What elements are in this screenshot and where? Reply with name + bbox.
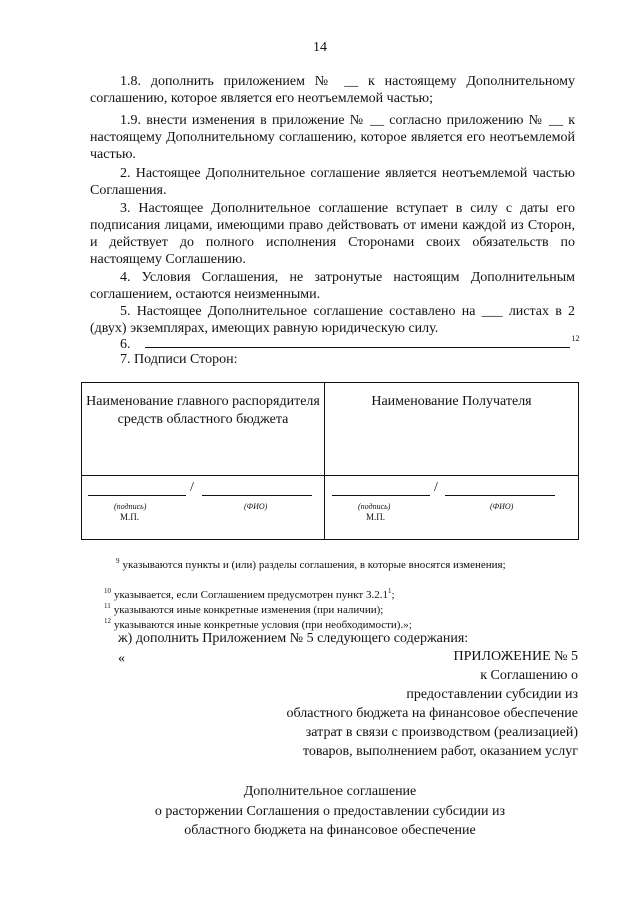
- footnote-12-number: 12: [104, 617, 111, 625]
- footnote-9: [104, 554, 574, 572]
- paragraph-5: 5. Настоящее Дополнительное соглашение составлено на ___ листах в 2 (двух) экземплярах, имеющих равную юридическую силу.: [90, 304, 575, 336]
- right-stamp-label: М.П.: [366, 512, 386, 522]
- right-name-line: [445, 495, 555, 496]
- paragraph-1-8: 1.8. дополнить приложением № __ к настоящему Дополнительному соглашению, которое является его неотъемлемой частью;: [90, 74, 575, 106]
- heading-line-3: областного бюджета на финансовое обеспечение: [184, 823, 476, 838]
- footnote-11-text: указываются иные конкретные изменения (при наличии);: [113, 604, 384, 616]
- footnote-10-superscript: 1: [387, 587, 392, 595]
- table-divider-horizontal: [82, 475, 578, 476]
- left-signature-line: [88, 495, 186, 496]
- paragraph-1-9: 1.9. внести изменения в приложение № __ согласно приложению № __ к настоящему Дополнительному соглашению, которое является его неотъемлемой частью.: [90, 113, 575, 162]
- paragraph-4: 4. Условия Соглашения, не затронутые настоящим Дополнительным соглашением, остаются неизменными.: [90, 270, 575, 302]
- footnote-12-text: указываются иные конкретные условия (при необходимости).»;: [114, 619, 412, 631]
- heading-line-1: Дополнительное соглашение: [243, 784, 417, 799]
- heading-line-2: о расторжении Соглашения о предоставлении субсидии из: [154, 804, 506, 819]
- right-signature-caption: (подпись): [358, 502, 391, 511]
- footnote-9-text: указываются пункты и (или) разделы соглашения, в которые вносятся изменения;: [122, 559, 506, 571]
- appendix-line-5: товаров, выполнением работ, оказанием услуг: [302, 744, 578, 759]
- footnote-10-tail: ;: [391, 589, 395, 601]
- left-party-header: Наименование главного распорядителя средств областного бюджета: [86, 394, 320, 427]
- page-number: 14: [313, 40, 327, 55]
- signatures-heading: 7. Подписи Сторон:: [120, 352, 238, 367]
- right-name-caption: (ФИО): [490, 502, 514, 511]
- right-signature-line: [332, 495, 430, 496]
- left-slash: /: [190, 480, 194, 495]
- appendix-line-1: к Соглашению о: [480, 668, 578, 683]
- footnote-10-text: указывается, если Соглашением предусмотрен пункт 3.2.1: [114, 589, 388, 601]
- footnote-ref-12: 12: [571, 334, 580, 343]
- left-name-line: [202, 495, 312, 496]
- appendix-title: ПРИЛОЖЕНИЕ № 5: [453, 649, 578, 664]
- item-6: [120, 334, 580, 353]
- appendix-line-3: областного бюджета на финансовое обеспечение: [286, 706, 578, 721]
- left-signature-caption: (подпись): [114, 502, 147, 511]
- paragraph-3: 3. Настоящее Дополнительное соглашение вступает в силу с даты его подписания лицами, имеющими право действовать от имени каждой из Сторон, и действует до полного исполнения Сторонами своих обязательств по настоящему Соглашению.: [90, 201, 575, 267]
- appendix-line-2: предоставлении субсидии из: [406, 687, 578, 702]
- left-stamp-label: М.П.: [120, 512, 140, 522]
- paragraph-2: 2. Настоящее Дополнительное соглашение является неотъемлемой частью Соглашения.: [90, 166, 575, 198]
- left-name-caption: (ФИО): [244, 502, 268, 511]
- footnote-9-number: 9: [116, 557, 120, 565]
- footnote-10-number: 10: [104, 587, 111, 595]
- item-6-blank-line: [145, 335, 570, 348]
- item-zh: ж) дополнить Приложением № 5 следующего содержания:: [118, 631, 469, 646]
- footnote-11-number: 11: [104, 602, 111, 610]
- right-party-header: Наименование Получателя: [371, 394, 532, 409]
- appendix-line-4: затрат в связи с производством (реализацией): [305, 725, 578, 740]
- item-6-label: 6.: [120, 337, 131, 352]
- opening-quote: «: [118, 651, 125, 666]
- right-slash: /: [434, 480, 438, 495]
- signature-table: [81, 382, 579, 540]
